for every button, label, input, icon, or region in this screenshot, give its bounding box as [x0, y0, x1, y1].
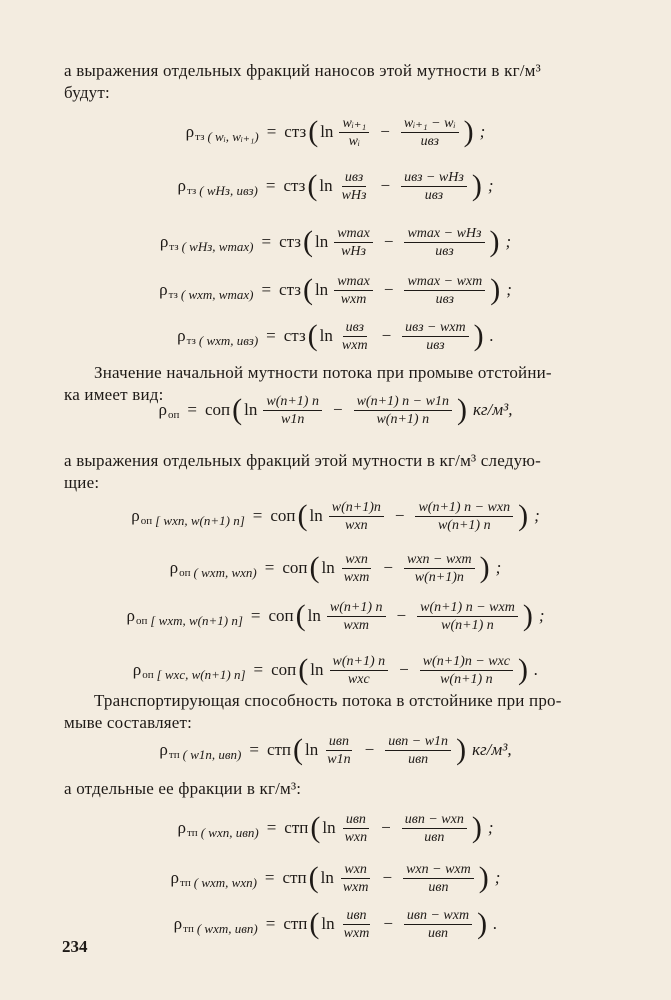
equals-sign: = — [264, 558, 275, 577]
ln-function: ln — [314, 232, 329, 251]
fraction-denominator: w(n+1) п — [376, 411, 430, 427]
equation-tail: кг/м³, — [472, 740, 512, 759]
ln-function: ln — [321, 558, 335, 577]
equation — [0, 112, 671, 152]
paren-close: ) — [479, 551, 490, 584]
difference-fraction — [404, 225, 484, 260]
paragraph-capacity-fractions — [64, 778, 624, 800]
equation-lhs — [133, 660, 246, 680]
rho-subscript: оп — [179, 567, 191, 579]
fraction-numerator: w(n+1) п — [263, 393, 322, 411]
equation-lhs — [177, 176, 257, 196]
rho-arguments: ( wxm, uвз) — [198, 333, 259, 348]
minus-sign: − — [394, 506, 405, 525]
rho-arguments: ( wᵢ, wᵢ₊₁) — [207, 129, 259, 144]
rho-arguments: ( w1п, uвп) — [182, 747, 242, 762]
fraction-numerator: uвз − wHз — [401, 169, 467, 187]
equation — [0, 808, 671, 848]
difference-fraction — [402, 811, 467, 846]
fraction-numerator: w(n+1)п − wxc — [420, 653, 513, 671]
difference-fraction — [417, 599, 518, 634]
log-fraction — [334, 225, 373, 260]
equation-tail: ; — [506, 280, 512, 299]
coefficient: cтз — [279, 232, 301, 251]
paren-close: ) — [477, 907, 488, 940]
rho-subscript: оп — [142, 669, 154, 681]
paren-close: ) — [518, 653, 529, 686]
minus-sign: − — [383, 558, 393, 577]
rho-arguments: ( wHз, wmax) — [181, 239, 254, 254]
equation-tail: ; — [538, 606, 545, 625]
difference-fraction — [404, 273, 485, 308]
text-line: Значение начальной мутности потока при промыве отстойни- — [94, 363, 552, 382]
rho-subscript: тп — [183, 923, 194, 935]
equals-sign: = — [252, 506, 263, 525]
fraction-denominator: wxm — [340, 291, 367, 307]
fraction-numerator: uвп − wxm — [404, 907, 472, 925]
paren-close: ) — [478, 861, 489, 894]
ln-function: ln — [307, 606, 321, 625]
equation — [0, 222, 671, 262]
rho-arguments: ( wxm, wxп) — [193, 565, 257, 580]
fraction-denominator: w(n+1) п — [441, 617, 494, 633]
log-fraction — [339, 319, 371, 354]
equals-sign: = — [261, 232, 272, 251]
paren-open: ( — [232, 393, 243, 426]
equation-lhs — [186, 122, 259, 142]
paren-open: ( — [307, 319, 318, 352]
rho-symbol: ρ — [177, 176, 186, 195]
ln-function: ln — [244, 400, 258, 419]
fraction-denominator: wxm — [343, 925, 370, 941]
log-fraction — [339, 115, 369, 150]
ln-function: ln — [322, 818, 336, 837]
paren-open: ( — [297, 499, 308, 532]
ln-function: ln — [320, 868, 334, 887]
rho-subscript: тп — [180, 877, 191, 889]
equation-lhs — [159, 740, 241, 760]
rho-symbol: ρ — [169, 558, 179, 577]
minus-sign: − — [381, 326, 392, 345]
equation-tail: ; — [534, 506, 540, 525]
difference-fraction — [404, 907, 472, 942]
minus-sign: − — [381, 818, 391, 837]
equals-sign: = — [266, 818, 277, 837]
equation-lhs — [170, 558, 257, 578]
fraction-denominator: wxc — [347, 671, 370, 687]
paren-close: ) — [456, 393, 467, 426]
equals-sign: = — [250, 606, 261, 625]
rho-symbol: ρ — [185, 122, 195, 141]
equation — [0, 496, 671, 536]
fraction-numerator: wᵢ₊₁ − wᵢ — [401, 115, 459, 133]
coefficient: cтз — [283, 176, 306, 195]
equation-tail: ; — [494, 868, 501, 887]
equation — [0, 270, 671, 310]
text-line: Транспортирующая способность потока в отстойнике при про- — [94, 691, 562, 710]
equation-lhs — [159, 280, 253, 300]
log-fraction — [327, 599, 386, 634]
equals-sign: = — [253, 660, 264, 679]
paren-close: ) — [489, 225, 500, 258]
minus-sign: − — [383, 232, 394, 251]
fraction-numerator: w(n+1)п — [329, 499, 384, 517]
equation-tail: . — [489, 326, 494, 345]
rho-symbol: ρ — [159, 740, 168, 759]
rho-symbol: ρ — [177, 818, 186, 837]
log-fraction — [341, 907, 373, 942]
coefficient: cоп — [270, 506, 296, 525]
log-fraction — [339, 169, 370, 204]
equation-lhs — [171, 868, 257, 888]
fraction-numerator: w(n+1) п − wxп — [415, 499, 513, 517]
rho-subscript: тз — [168, 289, 178, 301]
page-number: 234 — [62, 937, 88, 956]
text-line: а отдельные ее фракции в кг/м³: — [64, 779, 302, 798]
fraction-numerator: wxп − wxm — [403, 861, 474, 879]
log-fraction — [342, 811, 371, 846]
coefficient: cтп — [282, 868, 307, 887]
minus-sign: − — [380, 176, 391, 195]
paren-close: ) — [471, 169, 482, 202]
text-line: ка имеет вид: — [64, 385, 164, 404]
rho-subscript: тз — [186, 335, 196, 347]
fraction-denominator: uвп — [427, 925, 449, 941]
equation — [0, 650, 671, 690]
equation-tail: ; — [479, 122, 486, 141]
text-line: будут: — [64, 83, 110, 102]
rho-symbol: ρ — [158, 400, 167, 419]
paren-open: ( — [295, 599, 306, 632]
minus-sign: − — [396, 606, 407, 625]
fraction-numerator: uвз − wxm — [402, 319, 468, 337]
paren-open: ( — [308, 861, 319, 894]
paren-open: ( — [307, 169, 318, 202]
coefficient: cоп — [268, 606, 294, 625]
fraction-denominator: uвз — [435, 291, 455, 307]
equation — [0, 390, 671, 430]
fraction-denominator: uвп — [424, 829, 445, 845]
rho-subscript: оп — [167, 409, 180, 421]
coefficient: cоп — [282, 558, 308, 577]
paren-open: ( — [309, 551, 320, 584]
paragraph-transport-capacity — [64, 690, 624, 734]
fraction-denominator: uвз — [424, 187, 444, 203]
equation — [0, 316, 671, 356]
equation-lhs — [178, 818, 259, 838]
paren-close: ) — [463, 115, 474, 148]
ln-function: ln — [320, 122, 334, 141]
coefficient: cтз — [283, 326, 306, 345]
fraction-numerator: wxп − wxm — [404, 551, 475, 569]
log-fraction — [263, 393, 322, 428]
ln-function: ln — [321, 914, 335, 933]
fraction-denominator: wHз — [341, 243, 366, 259]
rho-symbol: ρ — [173, 914, 183, 933]
rho-symbol: ρ — [159, 232, 169, 251]
rho-subscript: оп — [135, 615, 148, 627]
fraction-denominator: w1п — [327, 751, 351, 767]
rho-arguments: ( wxm, wmax) — [180, 287, 254, 302]
log-fraction — [330, 653, 389, 688]
log-fraction — [329, 499, 384, 534]
rho-arguments: [ wxm, w(n+1) п] — [150, 613, 243, 628]
fraction-numerator: wmax — [334, 225, 373, 243]
paren-close: ) — [456, 733, 467, 766]
fraction-denominator: w(n+1) п — [440, 671, 493, 687]
text-line: а выражения отдельных фракций этой мутности в кг/м³ следую- — [64, 451, 542, 470]
ln-function: ln — [314, 280, 329, 299]
coefficient: cтп — [266, 740, 292, 759]
fraction-denominator: uвп — [408, 751, 429, 767]
equation-lhs — [160, 232, 254, 252]
fraction-numerator: w(n+1) п − wxm — [417, 599, 518, 617]
rho-symbol: ρ — [132, 660, 142, 679]
minus-sign: − — [382, 868, 393, 887]
difference-fraction — [401, 169, 467, 204]
paren-open: ( — [302, 225, 313, 258]
text-line: щие: — [64, 473, 100, 492]
minus-sign: − — [380, 122, 390, 141]
equation — [0, 730, 671, 770]
fraction-numerator: wmax − wxm — [404, 273, 485, 291]
equals-sign: = — [261, 280, 272, 299]
rho-symbol: ρ — [131, 506, 140, 525]
rho-subscript: тп — [186, 827, 198, 839]
coefficient: cтп — [283, 914, 308, 933]
coefficient: cтз — [284, 122, 307, 141]
paren-open: ( — [310, 811, 321, 844]
equation-tail: ; — [495, 558, 502, 577]
paragraph-fractions-intro — [64, 60, 624, 104]
fraction-numerator: w(n+1) п — [327, 599, 386, 617]
difference-fraction — [401, 115, 459, 150]
rho-subscript: тз — [169, 241, 179, 253]
equation-tail: . — [493, 914, 498, 933]
difference-fraction — [402, 319, 468, 354]
paren-open: ( — [309, 907, 320, 940]
fraction-denominator: uвп — [428, 879, 449, 895]
rho-arguments: [ wxc, w(n+1) п] — [156, 667, 246, 682]
rho-subscript: тп — [168, 749, 180, 761]
ln-function: ln — [309, 506, 323, 525]
fraction-numerator: uвп − w1п — [385, 733, 451, 751]
equals-sign: = — [264, 868, 275, 887]
rho-symbol: ρ — [159, 280, 168, 299]
minus-sign: − — [383, 280, 394, 299]
paragraph-turbidity-fractions — [64, 450, 624, 494]
ln-function: ln — [319, 326, 333, 345]
equation-lhs — [177, 326, 258, 346]
fraction-numerator: uвп — [343, 811, 369, 829]
fraction-numerator: w(n+1) п — [330, 653, 389, 671]
equation-tail: кг/м³, — [472, 400, 513, 419]
equals-sign: = — [187, 400, 197, 419]
fraction-denominator: w1п — [280, 411, 305, 427]
fraction-numerator: wxп — [342, 551, 371, 569]
rho-subscript: тз — [195, 131, 205, 143]
equation-tail: ; — [505, 232, 512, 251]
difference-fraction — [404, 551, 475, 586]
text-line: а выражения отдельных фракций наносов этой мутности в кг/м³ — [64, 61, 541, 80]
paren-close: ) — [473, 319, 484, 352]
rho-subscript: тз — [186, 185, 197, 197]
coefficient: cтз — [279, 280, 301, 299]
equation-tail: ; — [487, 818, 494, 837]
fraction-denominator: wxm — [343, 617, 370, 633]
fraction-denominator: uвз — [426, 337, 445, 353]
equals-sign: = — [266, 326, 276, 345]
rho-symbol: ρ — [126, 606, 135, 625]
rho-arguments: ( wHз, uвз) — [199, 183, 258, 198]
fraction-numerator: wxп — [341, 861, 370, 879]
fraction-denominator: wxm — [341, 337, 368, 353]
fraction-numerator: uвз — [342, 169, 366, 187]
fraction-numerator: wmax − wHз — [404, 225, 484, 243]
fraction-denominator: uвз — [420, 133, 439, 149]
log-fraction — [334, 273, 373, 308]
equation-lhs — [174, 914, 258, 934]
rho-arguments: ( wxm, uвп) — [196, 921, 258, 936]
fraction-numerator: uвп — [326, 733, 352, 751]
ln-function: ln — [305, 740, 319, 759]
difference-fraction — [385, 733, 451, 768]
rho-arguments: ( wxm, wxп) — [193, 875, 257, 890]
equals-sign: = — [266, 122, 277, 141]
fraction-numerator: uвп — [343, 907, 369, 925]
equation — [0, 904, 671, 944]
difference-fraction — [403, 861, 474, 896]
equals-sign: = — [265, 176, 276, 195]
coefficient: cтп — [284, 818, 309, 837]
equation-lhs — [126, 606, 242, 626]
fraction-denominator: w(n+1) п — [437, 517, 491, 533]
equation-lhs — [159, 400, 180, 420]
minus-sign: − — [383, 914, 393, 933]
equation — [0, 596, 671, 636]
fraction-denominator: wᵢ — [348, 133, 361, 149]
paren-close: ) — [490, 273, 501, 306]
text-line: мыве составляет: — [64, 713, 193, 732]
fraction-denominator: wxm — [343, 569, 370, 585]
equation-tail: . — [534, 660, 539, 679]
equals-sign: = — [265, 914, 276, 933]
fraction-numerator: uвз — [343, 319, 367, 337]
fraction-denominator: wHз — [341, 187, 367, 203]
fraction-numerator: wmax — [334, 273, 373, 291]
fraction-numerator: uвп − wxп — [402, 811, 467, 829]
fraction-numerator: w(n+1) п − w1п — [354, 393, 452, 411]
difference-fraction — [415, 499, 513, 534]
equation — [0, 548, 671, 588]
rho-subscript: оп — [140, 515, 153, 527]
rho-arguments: ( wxп, uвп) — [200, 825, 259, 840]
minus-sign: − — [332, 400, 343, 419]
coefficient: cоп — [204, 400, 231, 419]
rho-symbol: ρ — [170, 868, 180, 887]
difference-fraction — [354, 393, 452, 428]
equation-lhs — [131, 506, 245, 526]
log-fraction — [340, 861, 372, 896]
equals-sign: = — [249, 740, 259, 759]
paren-open: ( — [302, 273, 313, 306]
coefficient: cоп — [271, 660, 297, 679]
ln-function: ln — [310, 660, 324, 679]
fraction-numerator: wᵢ₊₁ — [339, 115, 369, 133]
log-fraction — [324, 733, 353, 768]
paren-open: ( — [293, 733, 304, 766]
ln-function: ln — [319, 176, 333, 195]
paren-open: ( — [298, 653, 309, 686]
paren-close: ) — [471, 811, 482, 844]
fraction-denominator: uвз — [435, 243, 454, 259]
minus-sign: − — [364, 740, 375, 759]
paren-open: ( — [308, 115, 319, 148]
fraction-denominator: wxп — [344, 829, 368, 845]
paren-close: ) — [518, 499, 529, 532]
log-fraction — [341, 551, 373, 586]
minus-sign: − — [399, 660, 409, 679]
rho-symbol: ρ — [177, 326, 186, 345]
equation-tail: ; — [487, 176, 494, 195]
fraction-denominator: w(n+1)п — [414, 569, 464, 585]
fraction-denominator: wxп — [345, 517, 368, 533]
fraction-denominator: wxm — [342, 879, 369, 895]
difference-fraction — [420, 653, 513, 688]
rho-arguments: [ wxп, w(n+1) п] — [155, 513, 245, 528]
paren-close: ) — [522, 599, 533, 632]
equation — [0, 166, 671, 206]
equation — [0, 858, 671, 898]
